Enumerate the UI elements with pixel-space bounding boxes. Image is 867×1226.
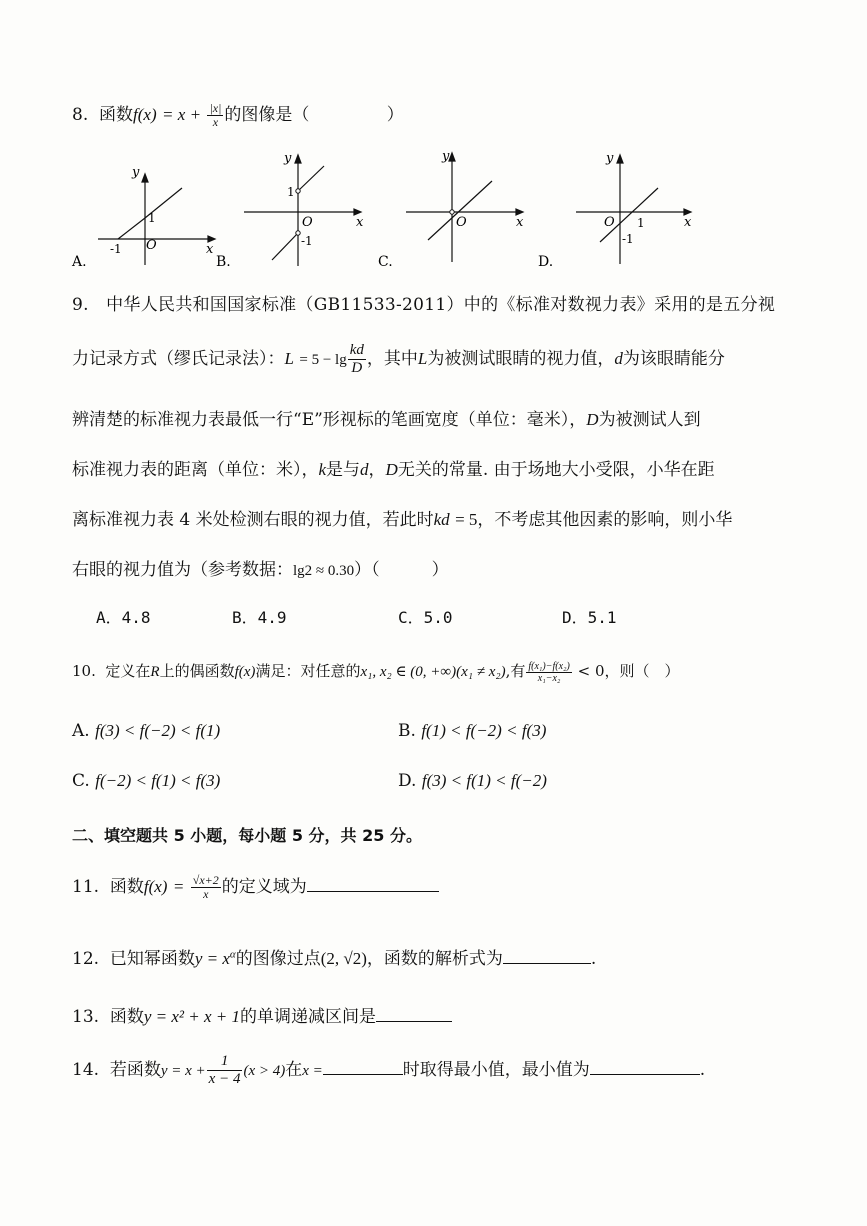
q8-graph-b — [214, 148, 369, 270]
tick-neg1: -1 — [622, 232, 634, 246]
q10-option-b-expr: f(1) < f(−2) < f(3) — [421, 721, 547, 740]
y-arrow — [142, 174, 148, 182]
q9-option-a[interactable]: A．4.8 — [96, 608, 151, 627]
q9-line2-d: 为该眼睛能分 — [622, 349, 725, 369]
q9-line2-c: 为被测试眼睛的视力值， — [427, 349, 615, 369]
origin-label: O — [302, 215, 313, 230]
q10-number: 10. — [72, 662, 96, 680]
q10-option-b-letter: B. — [398, 721, 416, 741]
tick-1: 1 — [637, 216, 645, 230]
q9-line-5 — [72, 505, 732, 530]
y-arrow — [617, 155, 623, 163]
graph-label-c: C. — [378, 254, 393, 270]
q9-line5-b: ，不考虑其他因素的影响，则小华 — [477, 510, 733, 530]
q9-line-1: 9. 中华人民共和国国家标准（GB11533-2011）中的《标准对数视力表》采用的是五分视 — [72, 295, 776, 315]
q11-answer-blank[interactable] — [307, 876, 439, 892]
q13-expr: y = x² + x + 1 — [143, 1007, 241, 1026]
q10-option-c-letter: C. — [72, 771, 90, 791]
q8-graph-c — [376, 146, 531, 270]
q9-line4-a: 标准视力表的距离（单位：米）， — [72, 460, 319, 480]
q10-option-c[interactable] — [72, 771, 220, 791]
q8-eq: = x + — [162, 105, 202, 124]
q9-line3-b: 为被测试人到 — [598, 410, 701, 430]
q10-vars: x₁, x₂ ∈ (0, +∞)(x₁ ≠ x₂) — [360, 664, 506, 680]
open-point-top — [296, 189, 300, 193]
y-label: y — [606, 151, 614, 166]
q9-line5-eq: = 5 — [455, 510, 478, 529]
q9-line-2 — [72, 342, 725, 377]
q10-stem — [72, 660, 680, 684]
q8-graph-d — [536, 148, 696, 270]
q12-point: (2, √2) — [320, 949, 367, 968]
y-label: y — [132, 165, 140, 180]
q12-suffix: ，函数的解析式为 — [366, 949, 503, 969]
q10-option-b[interactable] — [398, 721, 546, 741]
q9-line5-kd: kd — [433, 510, 450, 529]
q9-option-b[interactable]: B．4.9 — [232, 608, 287, 627]
q11-stem — [72, 872, 439, 901]
q8-frac-den: x — [212, 115, 219, 129]
q12-exp: α — [229, 948, 236, 961]
q14-fraction — [207, 1053, 243, 1088]
q9-option-c[interactable]: C．5.0 — [398, 608, 453, 627]
q8-stem — [72, 100, 404, 129]
q14-cond: (x > 4) — [243, 1063, 286, 1079]
q14-stem — [72, 1053, 705, 1088]
section-2-heading: 二、填空题共 5 小题，每小题 5 分，共 25 分。 — [72, 826, 422, 845]
open-point-origin — [450, 210, 454, 214]
y-arrow — [449, 153, 455, 161]
q9-line2-L: L — [417, 349, 428, 368]
q10-option-d[interactable] — [398, 771, 547, 791]
q14-frac-den: x − 4 — [208, 1071, 241, 1087]
q9-line6-lg: lg2 ≈ 0.30 — [293, 563, 355, 579]
q9-line4-D: D — [385, 460, 398, 479]
q9-line4-e: 无关的常量. 由于场地大小受限，小华在距 — [397, 460, 715, 480]
q11-prefix: 函数 — [109, 877, 144, 897]
q10-fraction — [526, 661, 571, 684]
q11-suffix: 的定义域为 — [221, 877, 307, 897]
q9-line4-c: ， — [368, 460, 386, 480]
y-label: y — [442, 149, 450, 164]
graph-line-left — [118, 218, 145, 239]
q14-answer-blank-2[interactable] — [590, 1059, 700, 1075]
x-label: x — [516, 215, 524, 230]
graph-label-d: D. — [538, 254, 554, 270]
q13-suffix: 的单调递减区间是 — [240, 1007, 377, 1027]
q9-line5-a: 离标准视力表 4 米处检测右眼的视力值，若此时 — [72, 510, 434, 530]
q9-option-d[interactable]: D．5.1 — [562, 608, 617, 627]
q12-expr: y = x — [194, 949, 230, 968]
q9-line-4 — [72, 455, 715, 480]
graph-line-left — [272, 233, 298, 260]
x-label: x — [684, 215, 692, 230]
q12-mid: 的图像过点 — [235, 949, 321, 969]
q11-number: 11. — [72, 877, 100, 897]
q14-number: 14. — [72, 1060, 100, 1080]
q10-frac-den: x₁−x₂ — [537, 672, 561, 684]
q10-option-c-expr: f(−2) < f(1) < f(3) — [95, 771, 221, 790]
q13-number: 13. — [72, 1007, 100, 1027]
q11-fraction — [191, 874, 221, 901]
q9-line6-close: ） — [431, 560, 449, 580]
x-label: x — [206, 242, 214, 257]
q8-graph-a — [70, 160, 220, 270]
q11-frac-num: √x+2 — [192, 873, 219, 887]
q12-answer-blank[interactable] — [503, 948, 591, 964]
y-label: y — [284, 151, 292, 166]
origin-label: O — [604, 215, 615, 230]
y-arrow — [295, 155, 301, 163]
q12-end: . — [590, 949, 597, 969]
q8-number: 8. — [72, 105, 89, 125]
q9-line3: 辨清楚的标准视力表最低一行“E”形视标的笔画宽度（单位：毫米）， — [72, 410, 587, 430]
q9-line-6 — [72, 555, 449, 580]
q9-line4-d: d — [360, 460, 369, 479]
q14-frac-num: 1 — [207, 1053, 243, 1071]
q14-mid1: 在 — [285, 1060, 303, 1080]
q10-option-d-expr: f(3) < f(1) < f(−2) — [421, 771, 547, 790]
q10-fx: f(x) — [234, 664, 256, 680]
q8-close: ） — [386, 105, 404, 125]
tick-neg1: -1 — [301, 234, 313, 248]
q14-answer-blank-1[interactable] — [323, 1059, 403, 1075]
x-label: x — [356, 215, 364, 230]
q14-xeq: x = — [302, 1063, 323, 1079]
q9-line2-b: ，其中 — [366, 349, 418, 369]
q8-frac-num: |x| — [209, 101, 222, 115]
q10-R: R — [150, 664, 160, 680]
q14-end: . — [699, 1060, 706, 1080]
q8-prefix: 函数 — [99, 105, 134, 125]
q12-prefix: 已知幂函数 — [109, 949, 195, 969]
q10-text-c: 满足：对任意的 — [255, 662, 361, 680]
q8-suffix: 的图像是（ — [224, 105, 310, 125]
q9-line-3 — [72, 405, 701, 430]
q8-fx: f(x) — [133, 105, 157, 124]
q9-line3-D: D — [586, 410, 599, 429]
graph-label-b: B. — [216, 254, 231, 270]
q13-answer-blank[interactable] — [376, 1006, 452, 1022]
tick-1: 1 — [148, 211, 156, 225]
q9-line2-a: 力记录方式（缪氏记录法）： — [72, 349, 285, 369]
tick-1: 1 — [287, 185, 295, 199]
q14-expr: y = x + — [160, 1063, 206, 1079]
q11-fx: f(x) — [143, 877, 168, 896]
origin-label: O — [146, 238, 157, 253]
q9-formula-den: D — [351, 360, 363, 376]
graph-line — [428, 181, 492, 240]
q10-text-e: < 0，则（ ） — [577, 662, 680, 680]
q10-option-a-expr: f(3) < f(−2) < f(1) — [95, 721, 221, 740]
q9-line4-b: 是与 — [326, 460, 361, 480]
q14-prefix: 若函数 — [109, 1060, 161, 1080]
q12-number: 12. — [72, 949, 100, 969]
q9-line2-dvar: d — [614, 349, 623, 368]
q8-fraction — [207, 102, 223, 129]
q13-stem — [72, 1002, 452, 1027]
q10-text-a: 定义在 — [105, 662, 151, 680]
q10-option-d-letter: D. — [398, 771, 417, 791]
q12-stem — [72, 944, 596, 969]
q9-formula-L: L — [284, 349, 294, 368]
q9-formula-frac — [348, 342, 366, 377]
q9-formula-num: kd — [349, 342, 364, 358]
q9-line6-a: 右眼的视力值为（参考数据： — [72, 560, 293, 580]
origin-label: O — [456, 215, 467, 230]
q14-mid2: 时取得最小值，最小值为 — [402, 1060, 590, 1080]
q10-text-d: ,有 — [505, 662, 526, 680]
graph-label-a: A. — [72, 254, 87, 270]
tick-neg1: -1 — [110, 242, 122, 256]
q13-prefix: 函数 — [109, 1007, 144, 1027]
q9-line6-b: ）（ — [354, 560, 380, 580]
q9-line4-k: k — [318, 460, 327, 479]
q10-option-a-letter: A. — [72, 721, 90, 741]
q11-frac-den: x — [203, 887, 209, 901]
q10-option-a[interactable] — [72, 721, 220, 741]
q9-formula-eq: = 5 − lg — [299, 352, 347, 368]
q11-eq: = — [172, 877, 185, 896]
open-point-bottom — [296, 231, 300, 235]
q10-frac-num: f(x₁)−f(x₂) — [528, 660, 570, 672]
graph-line-right — [298, 166, 324, 191]
q10-text-b: 上的偶函数 — [159, 662, 235, 680]
